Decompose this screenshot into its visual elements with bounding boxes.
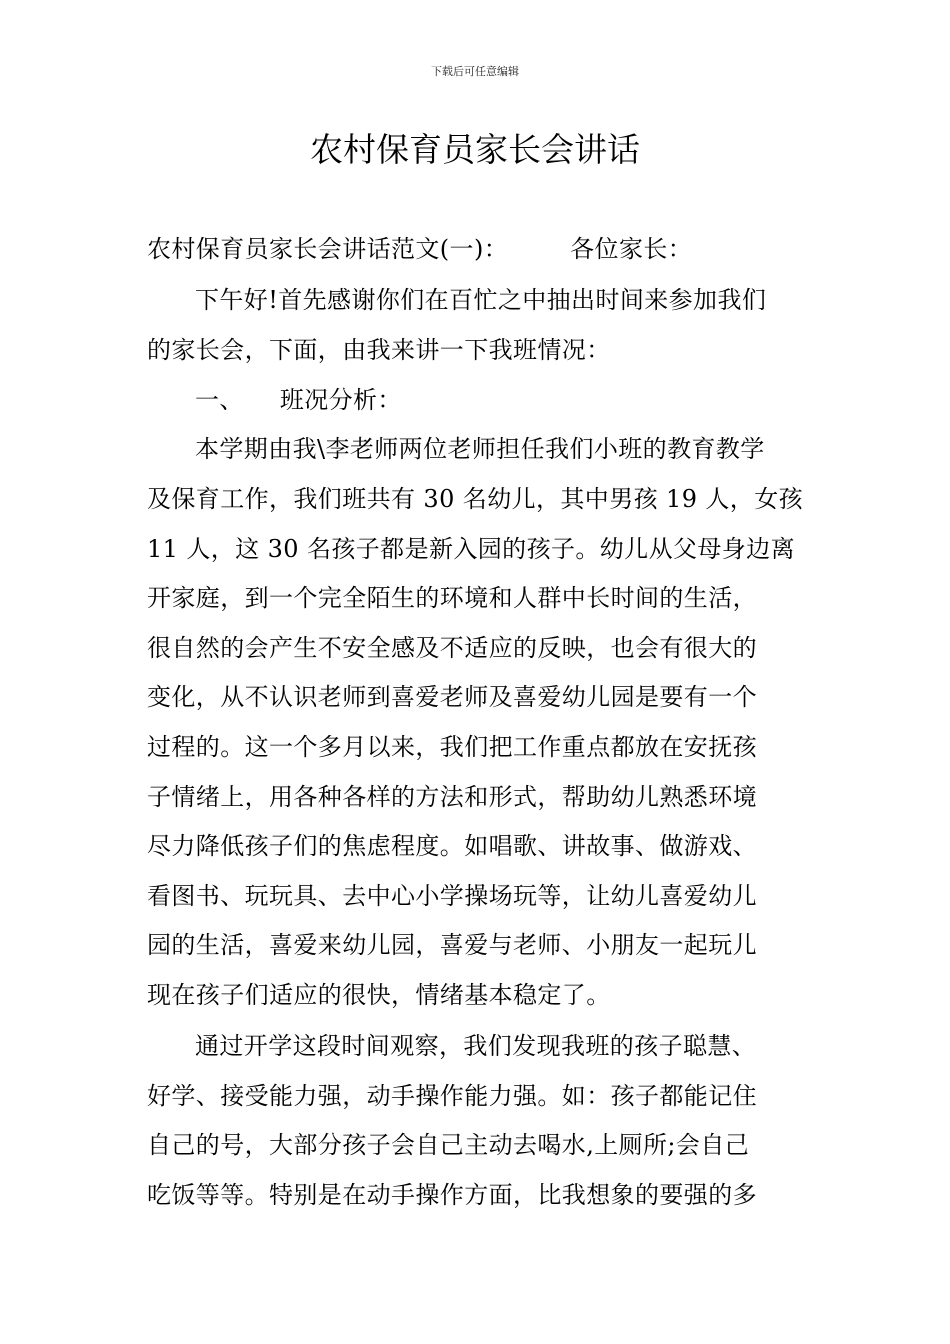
paragraph-line: 尽力降低孩子们的焦虑程度。如唱歌、讲故事、做游戏、 — [147, 832, 757, 860]
paragraph-line: 吃饭等等。特别是在动手操作方面，比我想象的要强的多 — [147, 1181, 757, 1209]
section-heading — [195, 382, 807, 418]
greeting-line: 下午好!首先感谢你们在百忙之中抽出时间来参加我们 — [195, 286, 767, 314]
paragraph-line: 看图书、玩玩具、去中心小学操场玩等，让幼儿喜爱幼儿 — [147, 882, 757, 910]
intro-title: 农村保育员家长会讲话范文(一)： — [147, 235, 509, 263]
paragraph-line: 开家庭，到一个完全陌生的环境和人群中长时间的生活， — [147, 584, 757, 612]
paragraph-line: 现在孩子们适应的很快，情绪基本稳定了。 — [147, 981, 611, 1009]
paragraph-line: 自己的号，大部分孩子会自己主动去喝水,上厕所;会自己 — [147, 1131, 750, 1159]
intro-salutation: 各位家长： — [570, 235, 693, 263]
intro-line — [147, 231, 807, 267]
paragraph-line: 好学、接受能力强，动手操作能力强。如：孩子都能记住 — [147, 1082, 757, 1110]
paragraph-line: 11 人，这 30 名孩子都是新入园的孩子。幼儿从父母身边离 — [147, 535, 795, 563]
document-title: 农村保育员家长会讲话 — [310, 130, 640, 169]
section-number: 一、 — [195, 386, 244, 414]
paragraph-line: 园的生活，喜爱来幼儿园，喜爱与老师、小朋友一起玩儿 — [147, 931, 757, 959]
paragraph-line: 及保育工作，我们班共有 30 名幼儿，其中男孩 19 人，女孩 — [147, 485, 803, 513]
paragraph-line: 很自然的会产生不安全感及不适应的反映，也会有很大的 — [147, 634, 757, 662]
section-title: 班况分析： — [279, 386, 402, 414]
greeting-line: 的家长会，下面，由我来讲一下我班情况： — [147, 336, 611, 364]
paragraph-line: 变化，从不认识老师到喜爱老师及喜爱幼儿园是要有一个 — [147, 683, 757, 711]
paragraph-line: 通过开学这段时间观察，我们发现我班的孩子聪慧、 — [195, 1032, 757, 1060]
paragraph-line: 过程的。这一个多月以来，我们把工作重点都放在安抚孩 — [147, 733, 757, 761]
paragraph-line: 子情绪上，用各种各样的方法和形式，帮助幼儿熟悉环境 — [147, 783, 757, 811]
paragraph-line: 本学期由我\李老师两位老师担任我们小班的教育教学 — [195, 435, 765, 463]
page-header-note: 下载后可任意编辑 — [431, 65, 519, 78]
